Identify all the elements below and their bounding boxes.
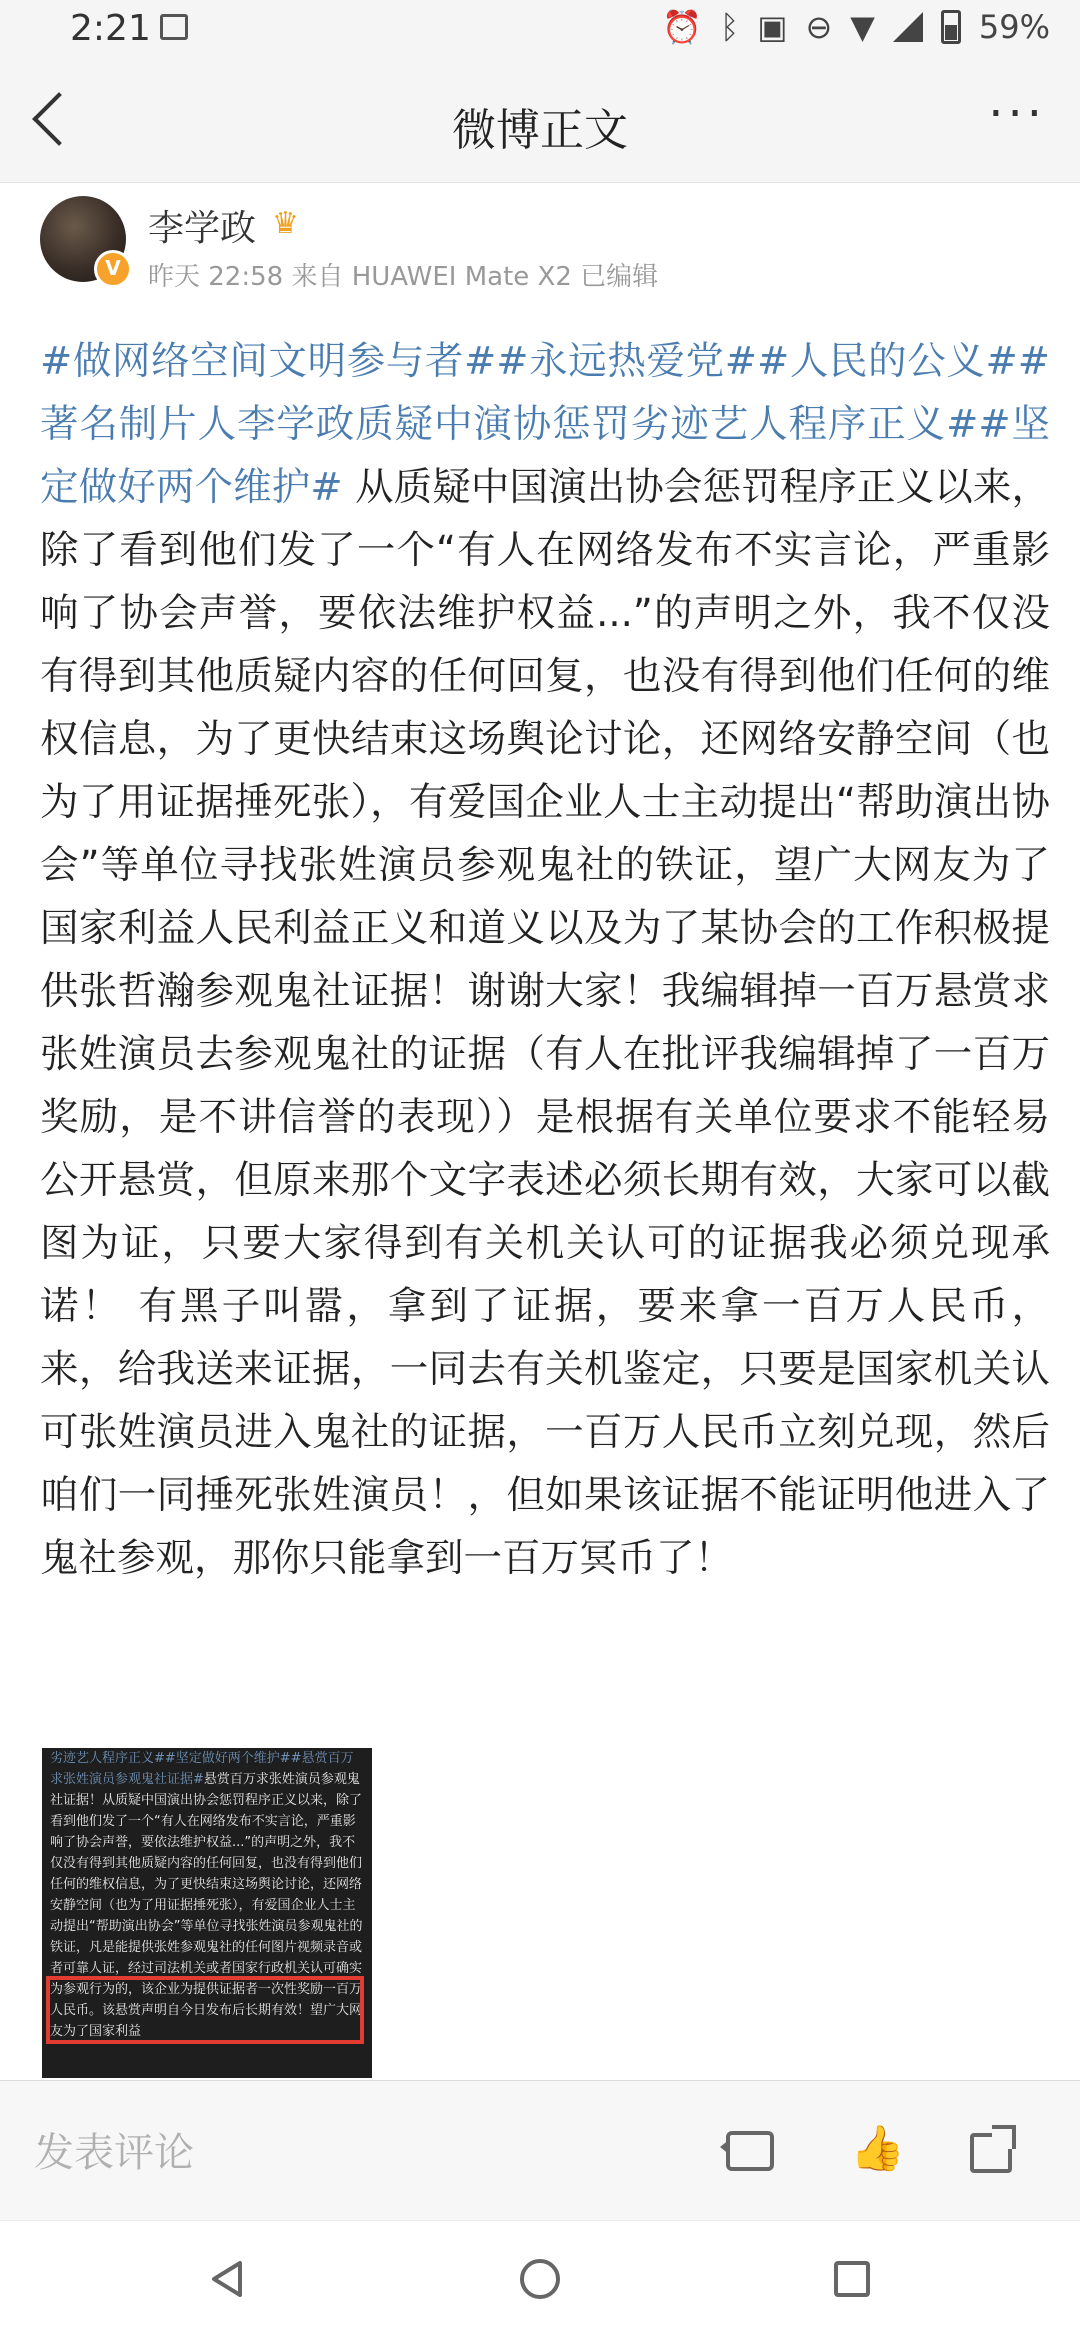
system-recents-icon[interactable] [834,2261,870,2297]
highlight-box [46,1976,364,2044]
repost-icon[interactable] [726,2131,774,2171]
status-bar [0,0,1080,64]
post-image[interactable] [42,1748,372,2078]
author-name[interactable]: 李学政 [148,208,257,249]
like-icon[interactable]: 👍 [850,2123,905,2174]
more-options-icon[interactable]: ··· [988,86,1046,142]
page-title: 微博正文 [452,105,628,156]
wifi-icon: ▼ [850,8,875,46]
post-image-body: 悬赏百万求张姓演员参观鬼社证据！从质疑中国演出协会惩罚程序正义以来，除了看到他们发了一个“有人在网络发布不实言论，严重影响了协会声誉，要依法维护权益...”的声明之外，我不仅没有得到其他质疑内容的任何回复，也没有得到他们任何的维权信息，为了更快结束这场舆论讨论，还网络安静空间（也为了用证据捶死张），有爱国企业人士主动提出“帮助演出协会”等单位寻找张姓演员参观鬼社的铁证，凡是能提供张姓参观鬼社的任何图片视频录音或者可靠人证，经过司法机关或者国家行政机关认可确实为参观行为的，该企业为提供证据者一次性奖励一百万人民币。该悬赏声明自今日发布后长期有效！望广大网友为了国家利益 [50,1772,363,2039]
post-author [40,196,1040,296]
vibrate-icon: ▣ [757,8,788,46]
post-text: 从质疑中国演出协会惩罚程序正义以来，除了看到他们发了一个“有人在网络发布不实言论，严重影响了协会声誉，要依法维护权益...”的声明之外，我不仅没有得到其他质疑内容的任何回复，也没有得到他们任何的维权信息，为了更快结束这场舆论讨论，还网络安静空间（也为了用证据捶死张），有爱国企业人士主动提出“帮助演出协会”等单位寻找张姓演员参观鬼社的铁证，望广大网友为了国家利益人民利益正义和道义以及为了某协会的工作积极提供张哲瀚参观鬼社证据！谢谢大家！我编辑掉一百万悬赏求张姓演员去参观鬼社的证据（有人在批评我编辑掉了一百万奖励，是不讲信誉的表现））是根据有关单位要求不能轻易公开悬赏，但原来那个文字表述必须长期有效，大家可以截图为证，只要大家得到有关机关认可的证据我必须兑现承诺！ 有黑子叫嚣，拿到了证据，要来拿一百万人民币，来，给我送来证据，一同去有关机鉴定，只要是国家机关认可张姓演员进入鬼社的证据，一百万人民币立刻兑现，然后咱们一同捶死张姓演员！，但如果该证据不能证明他进入了鬼社参观，那你只能拿到一百万冥币了！ [40,465,1050,1581]
status-time: 2:21 [70,8,151,49]
dnd-icon: ⊖ [805,8,833,46]
bluetooth-icon: ᛒ [720,8,740,46]
post-image-hashtags: 劣迹艺人程序正义##坚定做好两个维护##悬赏百万求张姓演员参观鬼社证据# [50,1751,354,1787]
post-meta: 昨天 22:58 来自 HUAWEI Mate X2 已编辑 [148,262,659,292]
system-back-icon[interactable] [210,2259,244,2299]
post-content [40,330,1050,1590]
signal-icon [893,12,923,42]
battery-percent: 59% [978,8,1050,46]
action-bar [0,2080,1080,2221]
alarm-icon: ⏰ [662,8,703,46]
top-nav-bar [0,64,1080,183]
post-hashtags[interactable]: #做网络空间文明参与者##永远热爱党##人民的公义##著名制片人李学政质疑中演协惩罚劣迹艺人程序正义##坚定做好两个维护# [40,339,1050,510]
system-nav-bar [0,2220,1080,2341]
vip-crown-icon: ♛ [272,206,299,241]
status-icons [662,8,1050,46]
comment-input[interactable]: 发表评论 [34,2130,194,2176]
battery-icon [941,10,961,44]
image-notification-icon [160,14,188,40]
share-icon[interactable] [970,2133,1012,2173]
system-home-icon[interactable] [520,2259,560,2299]
verified-badge-icon: V [94,250,132,288]
